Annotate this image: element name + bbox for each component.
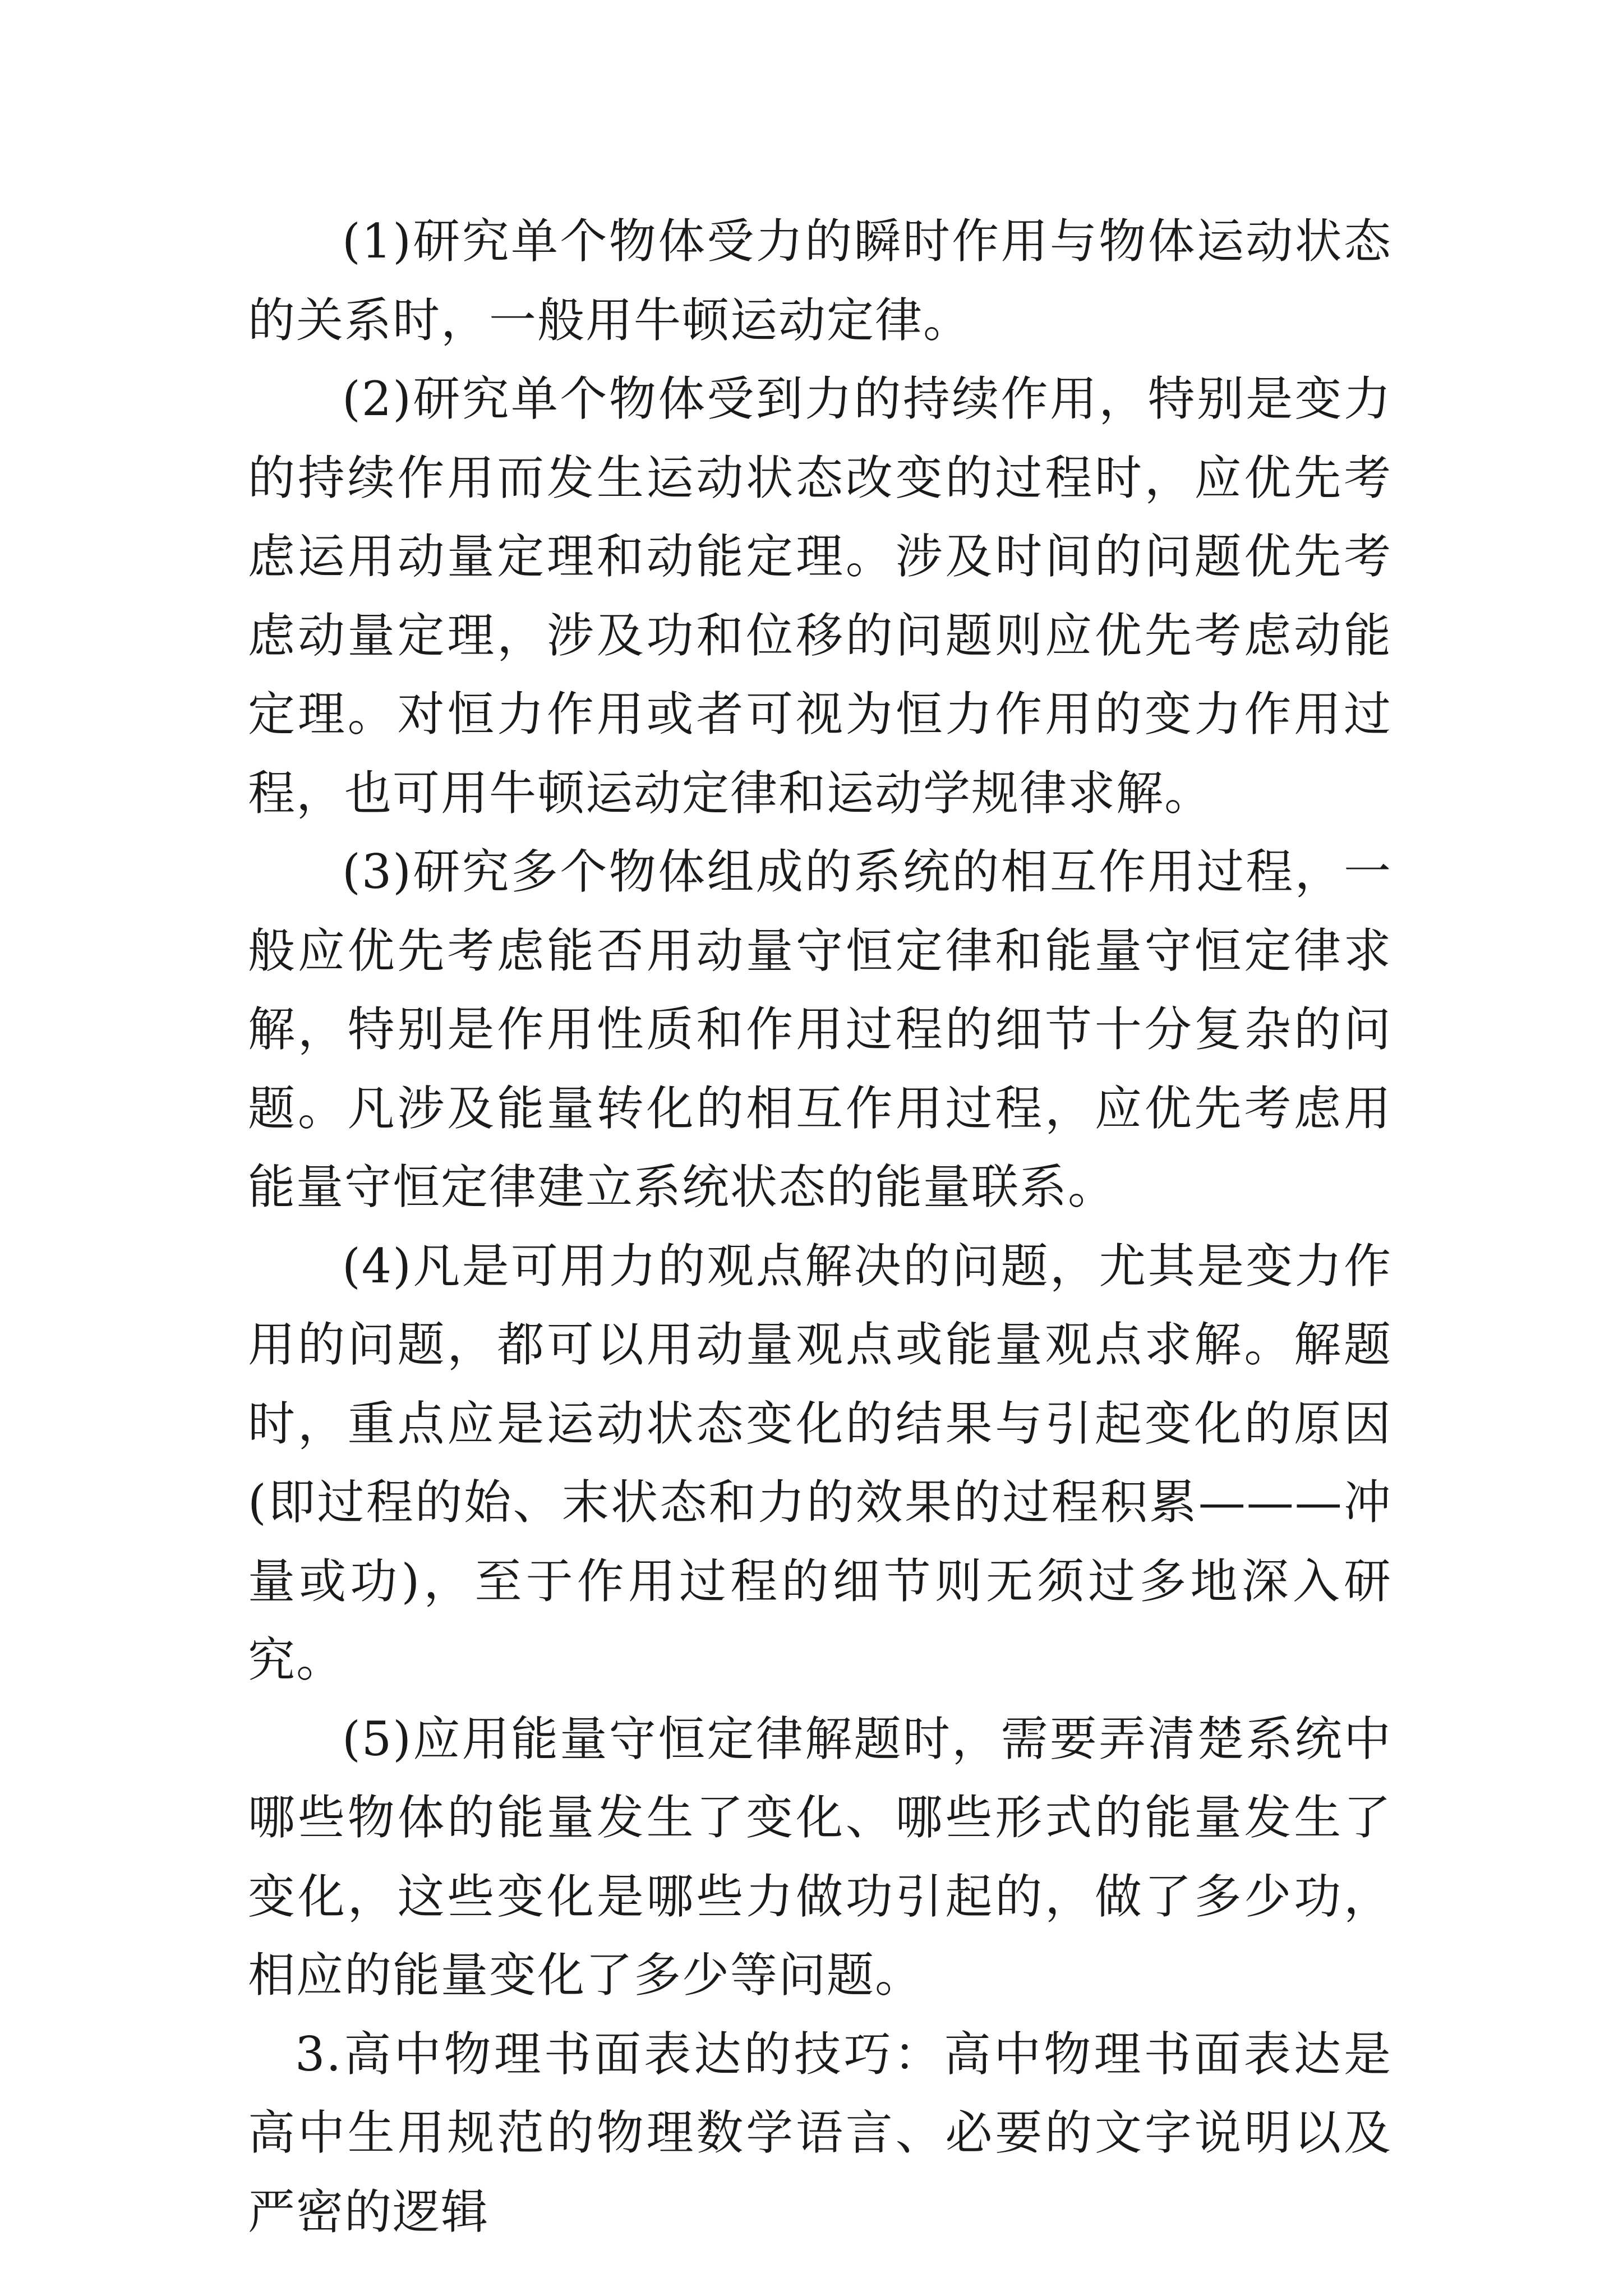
document-body xyxy=(248,202,1392,2251)
paragraph-section-3: 3.高中物理书面表达的技巧：高中物理书面表达是高中生用规范的物理数学语言、必要的文字说明以及严密的逻辑 xyxy=(248,2026,1392,2239)
paragraph-item-1: (1)研究单个物体受力的瞬时作用与物体运动状态的关系时，一般用牛顿运动定律。 xyxy=(248,214,1392,348)
paragraph-item-3: (3)研究多个物体组成的系统的相互作用过程，一般应优先考虑能否用动量守恒定律和能量守恒定律求解，特别是作用性质和作用过程的细节十分复杂的问题。凡涉及能量转化的相互作用过程，应优先考虑用能量守恒定律建立系统状态的能量联系。 xyxy=(248,844,1392,1214)
paragraph-item-5: (5)应用能量守恒定律解题时，需要弄清楚系统中哪些物体的能量发生了变化、哪些形式的能量发生了变化，这些变化是哪些力做功引起的，做了多少功，相应的能量变化了多少等问题。 xyxy=(248,1711,1392,2003)
paragraph-item-2: (2)研究单个物体受到力的持续作用，特别是变力的持续作用而发生运动状态改变的过程时，应优先考虑运用动量定理和动能定理。涉及时间的问题优先考虑动量定理，涉及功和位移的问题则应优先考虑动能定理。对恒力作用或者可视为恒力作用的变力作用过程，也可用牛顿运动定律和运动学规律求解。 xyxy=(248,371,1392,821)
paragraph-item-4: (4)凡是可用力的观点解决的问题，尤其是变力作用的问题，都可以用动量观点或能量观点求解。解题时，重点应是运动状态变化的结果与引起变化的原因(即过程的始、末状态和力的效果的过程积累———冲量或功)，至于作用过程的细节则无须过多地深入研究。 xyxy=(248,1238,1392,1687)
